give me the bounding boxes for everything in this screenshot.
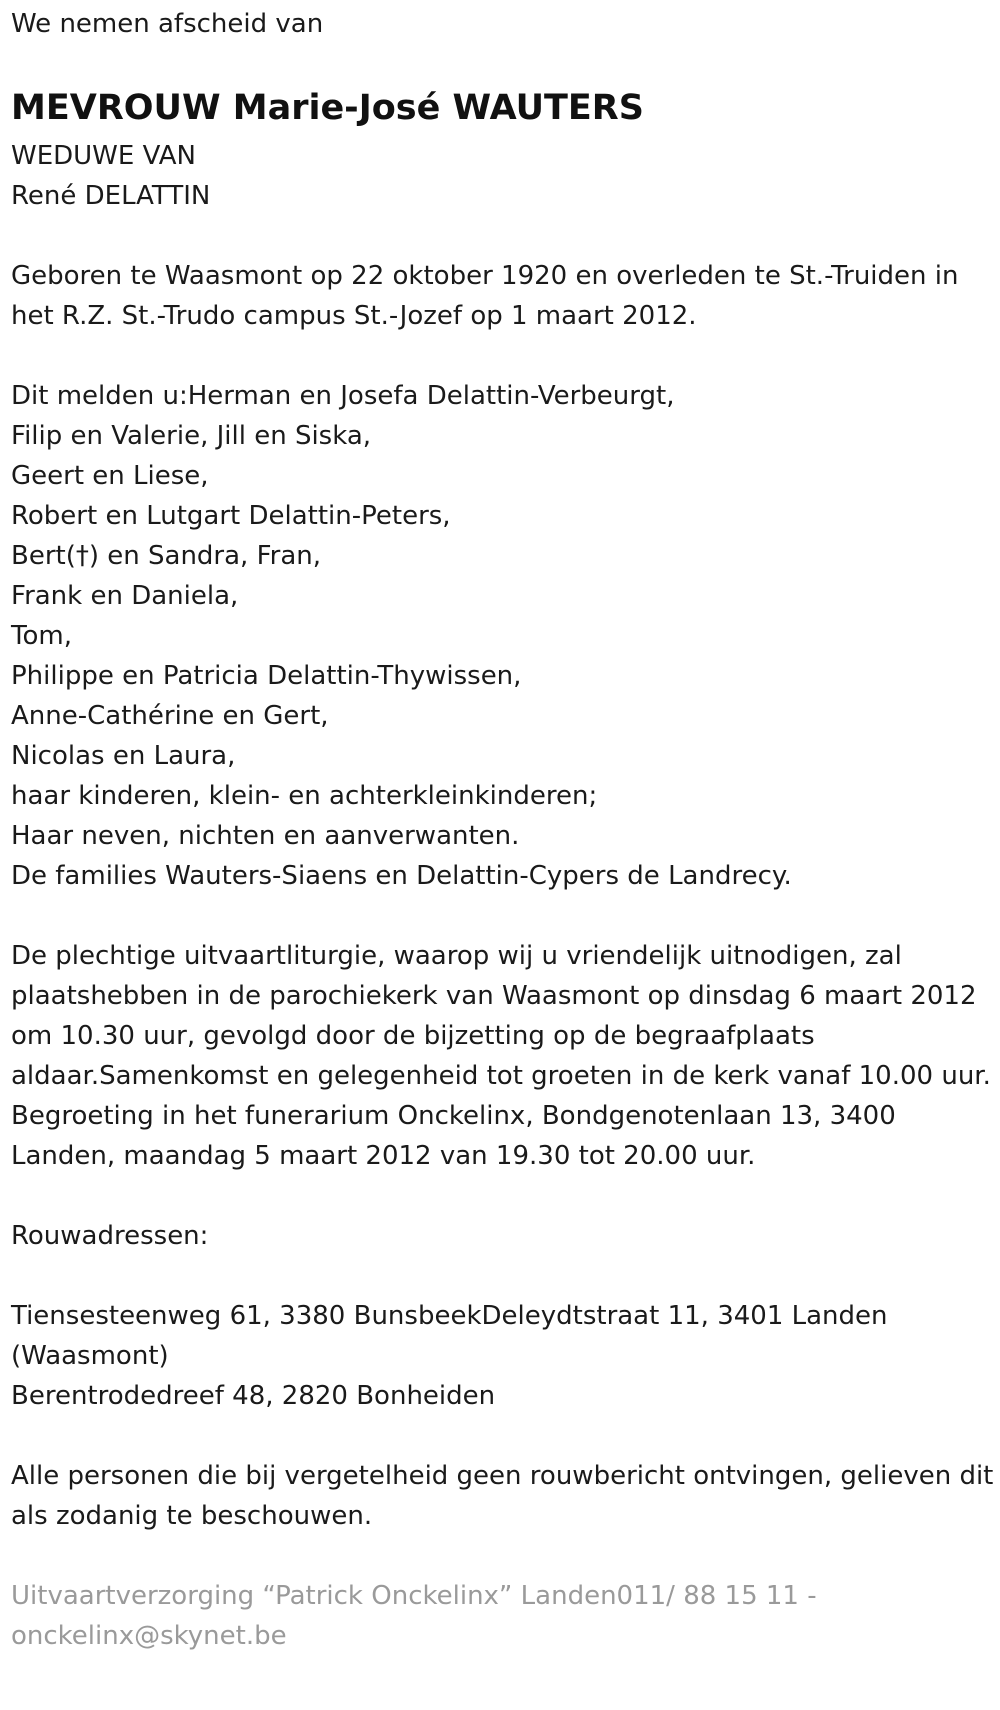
funeral-director-footer: Uitvaartverzorging “Patrick Onckelinx” Landen011/ 88 15 11 - onckelinx@skynet.be [11, 1581, 817, 1651]
viewing-paragraph: Begroeting in het funerarium Onckelinx, Bondgenotenlaan 13, 3400 Landen, maandag 5 maart 2012 van 19.30 tot 20.00 uur. [11, 1101, 896, 1171]
announcer-line: Tom, [11, 621, 72, 651]
addresses-label: Rouwadressen: [11, 1221, 209, 1251]
address-line: Berentrodedreef 48, 2820 Bonheiden [11, 1381, 496, 1411]
announcer-line: Geert en Liese, [11, 461, 209, 491]
announcer-line: Anne-Cathérine en Gert, [11, 701, 329, 731]
announcer-line: Bert(†) en Sandra, Fran, [11, 541, 322, 571]
announcer-line: Dit melden u:Herman en Josefa Delattin-Verbeurgt, [11, 381, 675, 411]
announcer-line: haar kinderen, klein- en achterkleinkinderen; [11, 781, 598, 811]
notice-paragraph: Alle personen die bij vergetelheid geen rouwbericht ontvingen, gelieven dit als zodanig te beschouwen. [11, 1461, 994, 1531]
birth-death-paragraph: Geboren te Waasmont op 22 oktober 1920 en overleden te St.-Truiden in het R.Z. St.-Trudo campus St.-Jozef op 1 maart 2012. [11, 261, 959, 331]
deceased-name: MEVROUW Marie-José WAUTERS [11, 88, 644, 128]
announcer-line: Robert en Lutgart Delattin-Peters, [11, 501, 451, 531]
announcer-line: Nicolas en Laura, [11, 741, 236, 771]
funeral-paragraph: De plechtige uitvaartliturgie, waarop wij u vriendelijk uitnodigen, zal plaatshebben in de parochiekerk van Waasmont op dinsdag 6 maart 2012 om 10.30 uur, gevolgd door de bijzetting op de begraafplaats aldaar.Samenkomst en gelegenheid tot groeten in de kerk vanaf 10.00 uur. [11, 941, 991, 1091]
address-line: Tiensesteenweg 61, 3380 BunsbeekDeleydtstraat 11, 3401 Landen (Waasmont) [11, 1301, 888, 1371]
announcer-line: Haar neven, nichten en aanverwanten. [11, 821, 520, 851]
spouse-label: WEDUWE VAN [11, 141, 196, 171]
announcer-line: De families Wauters-Siaens en Delattin-Cypers de Landrecy. [11, 861, 792, 891]
announcer-line: Filip en Valerie, Jill en Siska, [11, 421, 372, 451]
announcers-list [11, 376, 996, 896]
announcer-line: Philippe en Patricia Delattin-Thywissen, [11, 661, 522, 691]
spouse-name: René DELATTIN [11, 181, 211, 211]
intro-text: We nemen afscheid van [11, 9, 324, 39]
obituary-document [11, 4, 996, 1656]
announcer-line: Frank en Daniela, [11, 581, 239, 611]
